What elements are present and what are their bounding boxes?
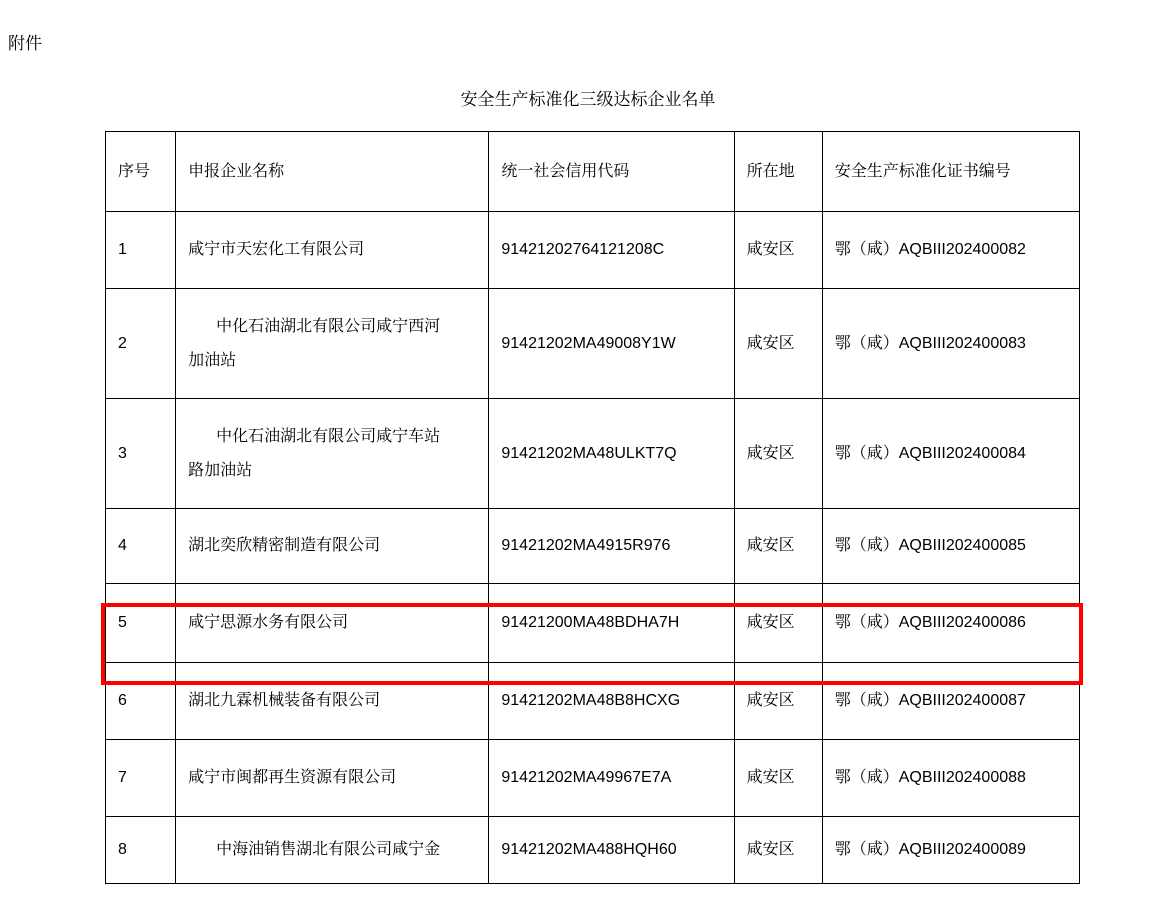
company-name-line-2: 加油站	[188, 351, 237, 369]
enterprise-list-table-wrapper	[105, 131, 1080, 884]
company-name-line-2: 路加油站	[188, 461, 253, 479]
column-header-index: 序号	[106, 132, 176, 212]
cell-credit-code: 91421202MA48B8HCXG	[489, 663, 734, 740]
cell-credit-code: 91421202MA49008Y1W	[489, 289, 734, 399]
cell-company-name	[176, 212, 489, 289]
table-header-row	[106, 132, 1080, 212]
cell-certificate-no: 鄂（咸）AQBIII202400085	[822, 509, 1079, 584]
column-header-cert: 安全生产标准化证书编号	[822, 132, 1079, 212]
table-row	[106, 817, 1080, 884]
cell-credit-code: 91421202MA4915R976	[489, 509, 734, 584]
page-title: 安全生产标准化三级达标企业名单	[460, 90, 716, 109]
table-row	[106, 509, 1080, 584]
cell-area: 咸安区	[734, 663, 822, 740]
company-name-line-1: 中化石油湖北有限公司咸宁车站	[216, 427, 441, 445]
cell-area: 咸安区	[734, 584, 822, 663]
cell-company-name	[176, 740, 489, 817]
cell-credit-code: 91421200MA48BDHA7H	[489, 584, 734, 663]
cell-company-name	[176, 663, 489, 740]
cell-index: 1	[106, 212, 176, 289]
attachment-label: 附件	[8, 34, 42, 53]
cell-area: 咸安区	[734, 817, 822, 884]
table-row	[106, 399, 1080, 509]
cell-index: 7	[106, 740, 176, 817]
table-row-highlighted	[106, 584, 1080, 663]
cell-company-name	[176, 509, 489, 584]
company-name-line-1: 咸宁市闽都再生资源有限公司	[188, 769, 397, 786]
company-name-line-1: 中化石油湖北有限公司咸宁西河	[216, 317, 441, 335]
company-name-line-1: 咸宁市天宏化工有限公司	[188, 241, 365, 258]
cell-certificate-no: 鄂（咸）AQBIII202400086	[822, 584, 1079, 663]
cell-index: 3	[106, 399, 176, 509]
cell-company-name	[176, 817, 489, 884]
cell-credit-code: 91421202MA488HQH60	[489, 817, 734, 884]
cell-company-name	[176, 584, 489, 663]
cell-company-name	[176, 399, 489, 509]
company-name-line-1: 湖北九霖机械装备有限公司	[188, 692, 381, 709]
cell-index: 8	[106, 817, 176, 884]
table-row	[106, 663, 1080, 740]
cell-area: 咸安区	[734, 212, 822, 289]
cell-certificate-no: 鄂（咸）AQBIII202400088	[822, 740, 1079, 817]
cell-certificate-no: 鄂（咸）AQBIII202400089	[822, 817, 1079, 884]
column-header-area: 所在地	[734, 132, 822, 212]
company-name-line-1: 咸宁思源水务有限公司	[188, 614, 349, 631]
cell-certificate-no: 鄂（咸）AQBIII202400082	[822, 212, 1079, 289]
cell-certificate-no: 鄂（咸）AQBIII202400083	[822, 289, 1079, 399]
cell-area: 咸安区	[734, 399, 822, 509]
cell-area: 咸安区	[734, 740, 822, 817]
table-row	[106, 212, 1080, 289]
cell-area: 咸安区	[734, 289, 822, 399]
cell-index: 5	[106, 584, 176, 663]
cell-company-name	[176, 289, 489, 399]
column-header-name: 申报企业名称	[176, 132, 489, 212]
cell-index: 4	[106, 509, 176, 584]
cell-credit-code: 91421202MA48ULKT7Q	[489, 399, 734, 509]
cell-index: 2	[106, 289, 176, 399]
cell-credit-code: 91421202MA49967E7A	[489, 740, 734, 817]
cell-area: 咸安区	[734, 509, 822, 584]
company-name-line-1: 中海油销售湖北有限公司咸宁金	[216, 841, 441, 858]
enterprise-list-table	[105, 131, 1080, 884]
company-name-line-1: 湖北奕欣精密制造有限公司	[188, 537, 381, 554]
cell-certificate-no: 鄂（咸）AQBIII202400084	[822, 399, 1079, 509]
table-row	[106, 740, 1080, 817]
cell-index: 6	[106, 663, 176, 740]
cell-credit-code: 91421202764121208C	[489, 212, 734, 289]
table-row	[106, 289, 1080, 399]
cell-certificate-no: 鄂（咸）AQBIII202400087	[822, 663, 1079, 740]
column-header-code: 统一社会信用代码	[489, 132, 734, 212]
